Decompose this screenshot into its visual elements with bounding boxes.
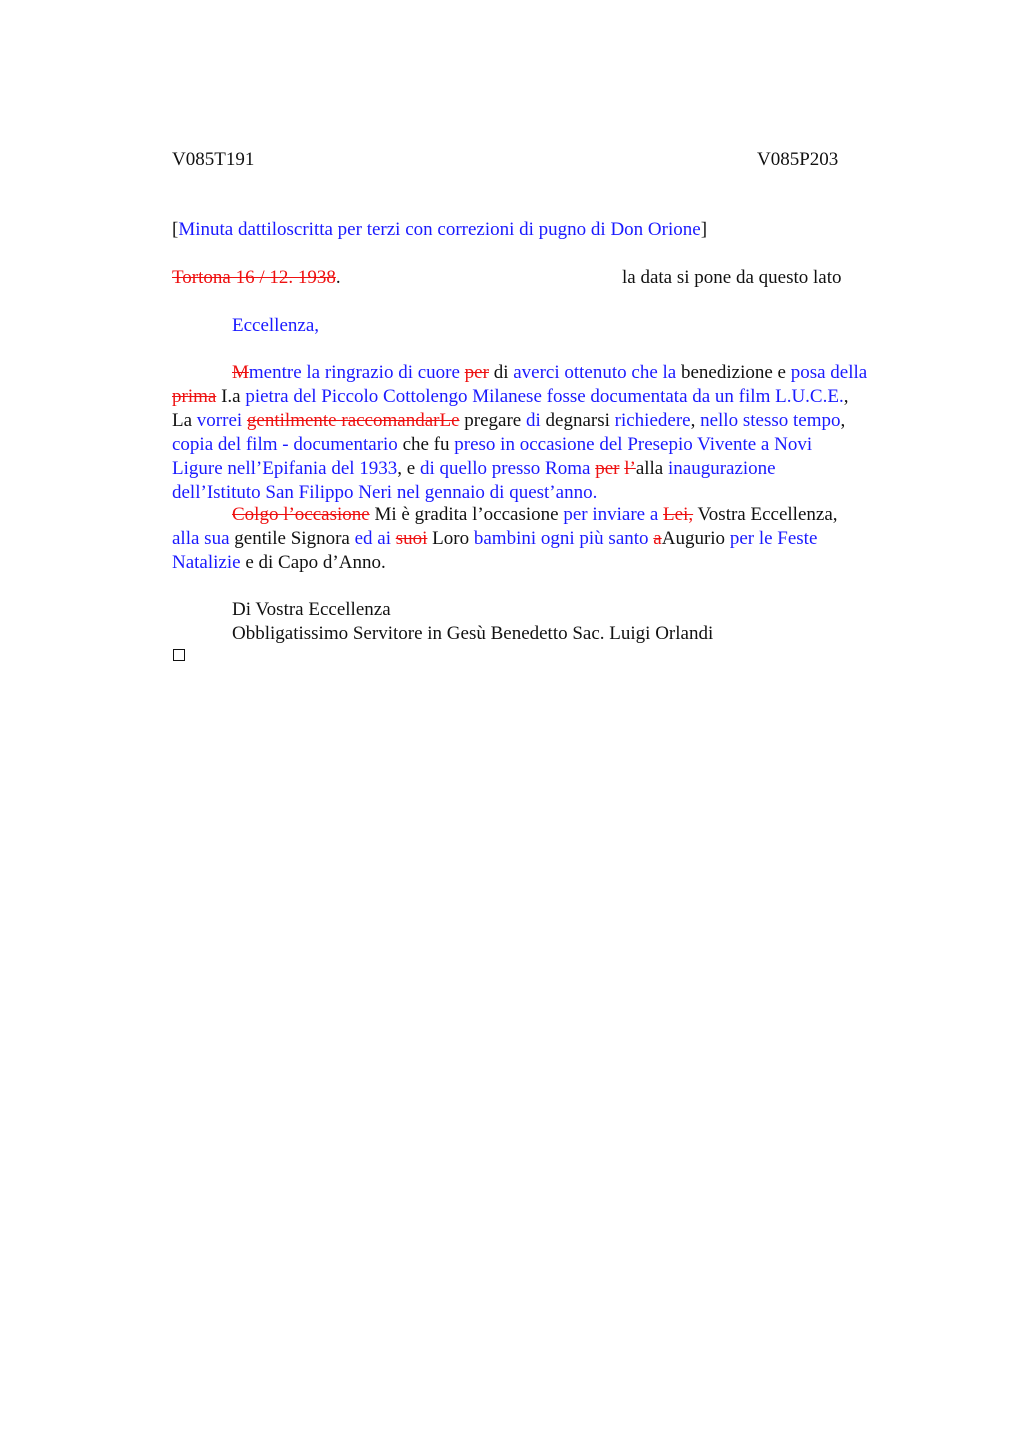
- paragraph1-line: [172, 385, 932, 409]
- note-text: Minuta dattiloscritta per terzi con correzioni di pugno di Don Orione: [178, 219, 701, 240]
- typed-text: pregare: [459, 410, 526, 431]
- deleted-text: Lei,: [663, 504, 694, 525]
- added-text: richiedere: [614, 410, 691, 431]
- date-side-note: la data si pone da questo lato: [622, 267, 842, 288]
- added-text: per inviare a: [563, 504, 664, 525]
- typed-text: degnarsi: [540, 410, 615, 431]
- typed-text: ,: [840, 410, 846, 431]
- header-left-code: V085T191: [172, 149, 255, 170]
- typed-text: ,: [843, 386, 849, 407]
- deleted-text: per: [464, 362, 489, 383]
- typed-text: Vostra Eccellenza,: [693, 504, 838, 525]
- deleted-text: suoi: [395, 528, 428, 549]
- typed-text: alla: [635, 458, 668, 479]
- added-text: mentre la ringrazio di cuore: [248, 362, 465, 383]
- typed-text: gentile Signora: [229, 528, 355, 549]
- added-text: pietra del Piccolo Cottolengo Milanese fosse documentata da un film L.U.C.E.: [245, 386, 844, 407]
- typed-text: e di Capo d’Anno.: [240, 552, 386, 573]
- deleted-text: Colgo l’occasione: [232, 504, 370, 525]
- added-text: averci ottenuto che la: [513, 362, 677, 383]
- paragraph1-line: [172, 409, 932, 433]
- added-text: dell’Istituto San Filippo Neri nel gennaio di quest’anno.: [172, 482, 598, 503]
- added-text: bambini ogni più santo: [473, 528, 654, 549]
- deleted-text: M: [232, 362, 249, 383]
- added-text: vorrei: [196, 410, 247, 431]
- note-close-bracket: ]: [700, 219, 708, 240]
- closing-line-1: Di Vostra Eccellenza: [232, 599, 391, 620]
- added-text: di quello presso Roma: [419, 458, 596, 479]
- paragraph2-line: [172, 503, 932, 527]
- date-line: [172, 266, 341, 290]
- added-text: nello stesso tempo: [700, 410, 841, 431]
- paragraph-1: [172, 361, 932, 505]
- note-open-bracket: [: [172, 219, 179, 240]
- closing-signature: Obbligatissimo Servitore in Gesù Benedetto Sac. Luigi Orlandi: [232, 623, 714, 644]
- date-period: .: [335, 267, 341, 288]
- paragraph-2: [172, 503, 932, 575]
- salutation: Eccellenza,: [232, 315, 320, 336]
- added-text: per le Feste: [729, 528, 818, 549]
- added-text: posa della: [790, 362, 868, 383]
- typed-text: Mi è gradita l’occasione: [369, 504, 564, 525]
- added-text: inaugurazione: [668, 458, 776, 479]
- deleted-text: l’: [624, 458, 636, 479]
- added-text: ed ai: [354, 528, 396, 549]
- added-text: alla sua: [172, 528, 230, 549]
- typed-text: Augurio: [661, 528, 730, 549]
- added-text: copia del film - documentario: [172, 434, 398, 455]
- typed-text: I.a: [216, 386, 246, 407]
- paragraph2-line: [172, 551, 932, 575]
- deleted-text: a: [653, 528, 662, 549]
- header-right-code: V085P203: [757, 149, 839, 170]
- deleted-text: prima: [172, 386, 217, 407]
- paragraph1-line: [172, 457, 932, 481]
- added-text: di: [525, 410, 541, 431]
- added-text: Natalizie: [172, 552, 241, 573]
- paragraph1-line: [172, 433, 932, 457]
- typed-text: Loro: [427, 528, 474, 549]
- typed-text: , e: [397, 458, 420, 479]
- typed-text: La: [172, 410, 197, 431]
- paragraph1-line: [172, 361, 932, 385]
- deleted-text: gentilmente raccomandarLe: [246, 410, 460, 431]
- checkbox-icon: [173, 649, 185, 661]
- paragraph1-line: [172, 481, 932, 505]
- typed-text: di: [488, 362, 514, 383]
- added-text: Ligure nell’Epifania del 1933: [172, 458, 398, 479]
- typed-text: ,: [690, 410, 701, 431]
- typed-text: che fu: [397, 434, 455, 455]
- deleted-date: Tortona 16 / 12. 1938: [172, 267, 336, 288]
- deleted-text: per: [595, 458, 620, 479]
- typed-text: benedizione e: [676, 362, 791, 383]
- editorial-note: [172, 218, 707, 242]
- paragraph2-line: [172, 527, 932, 551]
- added-text: preso in occasione del Presepio Vivente a Novi: [454, 434, 813, 455]
